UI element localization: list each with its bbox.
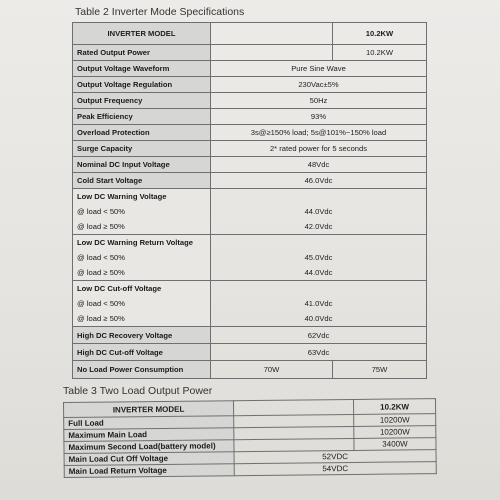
group-value: 41.0Vdc bbox=[304, 299, 333, 308]
row-value: 62Vdc bbox=[211, 327, 427, 344]
group-title: Low DC Cut-off Voltage bbox=[77, 284, 162, 293]
table-3-caption: Table 3 Two Load Output Power bbox=[63, 385, 213, 397]
group-value: 40.0Vdc bbox=[304, 314, 333, 323]
table-row bbox=[73, 45, 427, 61]
row-label: Maximum Main Load bbox=[64, 428, 234, 442]
header-value: 10.2KW bbox=[333, 23, 427, 45]
group-sub-label: @ load < 50% bbox=[77, 207, 126, 216]
group-sub-label: @ load ≥ 50% bbox=[77, 268, 125, 277]
row-value: 10200W bbox=[354, 426, 436, 439]
table-row-group bbox=[73, 281, 427, 327]
row-value: 10.2KW bbox=[333, 45, 427, 61]
row-value: 48Vdc bbox=[211, 157, 427, 173]
table-row bbox=[73, 344, 427, 361]
row-label: No Load Power Consumption bbox=[73, 361, 211, 379]
group-value: 44.0Vdc bbox=[304, 268, 333, 277]
group-sub-label: @ load ≥ 50% bbox=[77, 222, 125, 231]
group-value: 45.0Vdc bbox=[304, 253, 333, 262]
row-value: 52VDC bbox=[234, 450, 436, 464]
row-label: Cold Start Voltage bbox=[73, 173, 211, 189]
row-label: Peak Efficiency bbox=[73, 109, 211, 125]
row-value: 2* rated power for 5 seconds bbox=[211, 141, 427, 157]
table-row bbox=[73, 109, 427, 125]
header-value: 10.2KW bbox=[353, 399, 435, 415]
row-label: Output Voltage Waveform bbox=[73, 61, 211, 77]
two-load-output-table bbox=[63, 398, 437, 478]
row-value: 54VDC bbox=[234, 462, 436, 476]
row-value: 50Hz bbox=[211, 93, 427, 109]
row-label: High DC Recovery Voltage bbox=[73, 327, 211, 344]
header-label: INVERTER MODEL bbox=[73, 23, 211, 45]
table-row bbox=[73, 327, 427, 344]
group-sub-label: @ load ≥ 50% bbox=[77, 314, 125, 323]
group-title: Low DC Warning Return Voltage bbox=[77, 238, 194, 247]
row-label: Surge Capacity bbox=[73, 141, 211, 157]
table-row bbox=[73, 173, 427, 189]
row-value: 230Vac±5% bbox=[211, 77, 427, 93]
table-row bbox=[73, 61, 427, 77]
table-row bbox=[73, 93, 427, 109]
row-label: High DC Cut-off Voltage bbox=[73, 344, 211, 361]
row-value: Pure Sine Wave bbox=[211, 61, 427, 77]
row-value: 70W bbox=[211, 361, 333, 379]
group-value: 44.0Vdc bbox=[304, 207, 333, 216]
row-label: Maximum Second Load(battery model) bbox=[64, 440, 234, 454]
row-value: 10200W bbox=[354, 414, 436, 427]
row-label: Rated Output Power bbox=[73, 45, 211, 61]
group-value: 42.0Vdc bbox=[304, 222, 333, 231]
table-row-group bbox=[73, 189, 427, 235]
row-label: Main Load Cut Off Voltage bbox=[64, 452, 234, 466]
row-value: 3s@≥150% load; 5s@101%~150% load bbox=[211, 125, 427, 141]
table-row bbox=[64, 462, 436, 478]
table-row bbox=[73, 361, 427, 379]
table-row bbox=[73, 77, 427, 93]
table-row bbox=[73, 125, 427, 141]
row-value: 75W bbox=[333, 361, 427, 379]
table-row bbox=[73, 157, 427, 173]
inverter-mode-spec-table bbox=[72, 22, 427, 379]
row-label: Nominal DC Input Voltage bbox=[73, 157, 211, 173]
row-label: Overload Protection bbox=[73, 125, 211, 141]
row-label: Full Load bbox=[64, 416, 234, 430]
row-value: 93% bbox=[211, 109, 427, 125]
row-label: Output Frequency bbox=[73, 93, 211, 109]
table-row-group bbox=[73, 235, 427, 281]
row-value: 3400W bbox=[354, 438, 436, 451]
header-label: INVERTER MODEL bbox=[64, 401, 234, 418]
row-value: 63Vdc bbox=[211, 344, 427, 361]
row-value: 46.0Vdc bbox=[211, 173, 427, 189]
group-sub-label: @ load < 50% bbox=[77, 253, 126, 262]
group-sub-label: @ load < 50% bbox=[77, 299, 126, 308]
table-header-row bbox=[73, 23, 427, 45]
row-label: Main Load Return Voltage bbox=[64, 464, 234, 478]
table-row bbox=[73, 141, 427, 157]
table-2-caption: Table 2 Inverter Mode Specifications bbox=[75, 6, 245, 18]
row-label: Output Voltage Regulation bbox=[73, 77, 211, 93]
group-title: Low DC Warning Voltage bbox=[77, 192, 167, 201]
